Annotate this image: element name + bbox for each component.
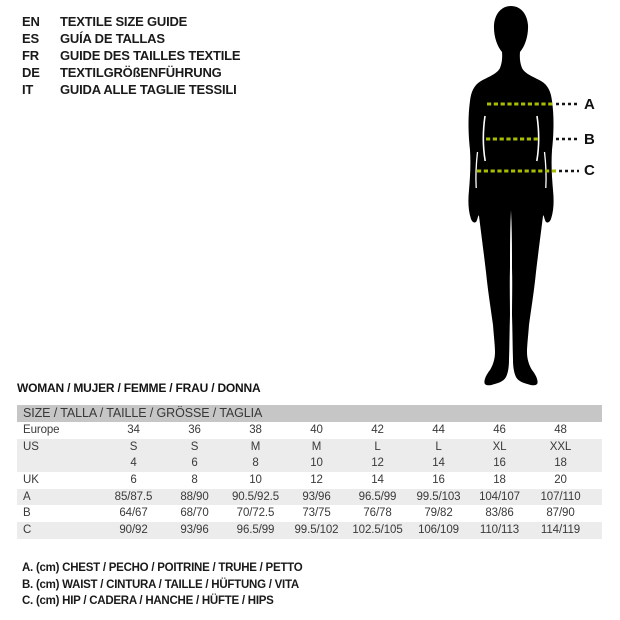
- language-code: IT: [22, 82, 34, 97]
- table-cell: 99.5/102: [294, 524, 339, 537]
- measure-label-b: B: [584, 131, 595, 148]
- table-cell: L: [374, 440, 381, 453]
- guide-title: GUIDE DES TAILLES TEXTILE: [60, 48, 241, 63]
- table-cell: 110/113: [479, 524, 520, 537]
- table-cell: 73/75: [302, 507, 331, 520]
- guide-title: TEXTILE SIZE GUIDE: [60, 14, 188, 29]
- table-cell: 18: [554, 457, 567, 470]
- table-cell: 106/109: [418, 524, 459, 537]
- table-cell: 107/110: [540, 490, 581, 503]
- table-cell: 18: [493, 474, 506, 487]
- language-code: ES: [22, 31, 39, 46]
- table-cell: 90/92: [119, 524, 148, 537]
- section-title: WOMAN / MUJER / FEMME / FRAU / DONNA: [17, 381, 261, 395]
- language-row: [22, 64, 240, 81]
- measure-label-a: A: [584, 96, 595, 113]
- guide-title: GUIDA ALLE TAGLIE TESSILI: [60, 82, 237, 97]
- table-cell: 93/96: [302, 490, 331, 503]
- table-cell: 46: [493, 424, 506, 436]
- table-cell: 36: [188, 424, 201, 436]
- language-code: FR: [22, 48, 39, 63]
- table-row: [17, 439, 602, 456]
- table-cell: 40: [310, 424, 323, 436]
- table-cell: XXL: [549, 440, 572, 453]
- table-cell: 44: [432, 424, 445, 436]
- row-label: A: [23, 490, 31, 503]
- legend-line-hip: C. (cm) HIP / CADERA / HANCHE / HÜFTE / HIPS: [22, 595, 274, 607]
- table-cell: M: [250, 440, 261, 453]
- guide-title: GUÍA DE TALLAS: [60, 31, 165, 46]
- table-cell: 8: [191, 474, 198, 487]
- row-label: C: [23, 524, 32, 537]
- table-cell: 85/87.5: [114, 490, 153, 503]
- table-cell: 20: [554, 474, 567, 487]
- table-row: [17, 455, 602, 472]
- size-table: [17, 405, 602, 539]
- table-cell: 12: [371, 457, 384, 470]
- table-cell: 10: [310, 457, 323, 470]
- table-cell: 104/107: [479, 490, 520, 503]
- row-label: Europe: [23, 424, 60, 436]
- table-cell: M: [311, 440, 322, 453]
- woman-silhouette: [440, 0, 620, 395]
- table-cell: 48: [554, 424, 567, 436]
- language-row: [22, 13, 240, 30]
- table-cell: S: [190, 440, 199, 453]
- table-cell: 102.5/105: [352, 524, 403, 537]
- language-code: DE: [22, 65, 40, 80]
- table-cell: 16: [432, 474, 445, 487]
- table-cell: 42: [371, 424, 384, 436]
- row-label: UK: [23, 474, 39, 487]
- table-cell: 34: [127, 424, 140, 436]
- table-row: [17, 489, 602, 506]
- guide-title: TEXTILGRÖßENFÜHRUNG: [60, 65, 222, 80]
- table-cell: 6: [191, 457, 198, 470]
- table-cell: 4: [130, 457, 137, 470]
- row-label: B: [23, 507, 31, 520]
- size-table-header: SIZE / TALLA / TAILLE / GRÖSSE / TAGLIA: [17, 405, 602, 422]
- legend-line-waist: B. (cm) WAIST / CINTURA / TAILLE / HÜFTUNG / VITA: [22, 578, 299, 591]
- measurement-legend: [22, 560, 302, 610]
- table-cell: 83/86: [485, 507, 514, 520]
- table-cell: XL: [492, 440, 507, 453]
- table-cell: 12: [310, 474, 323, 487]
- table-cell: L: [435, 440, 442, 453]
- table-cell: 99.5/103: [416, 490, 461, 503]
- table-cell: 90.5/92.5: [231, 490, 280, 503]
- table-cell: 114/119: [540, 524, 581, 537]
- table-cell: 16: [493, 457, 506, 470]
- language-row: [22, 47, 240, 64]
- table-cell: 14: [432, 457, 445, 470]
- table-cell: 96.5/99: [236, 524, 275, 537]
- table-cell: S: [129, 440, 138, 453]
- table-cell: 14: [371, 474, 384, 487]
- language-row: [22, 30, 240, 47]
- table-cell: 64/67: [119, 507, 148, 520]
- table-cell: 8: [252, 457, 259, 470]
- table-row: [17, 505, 602, 522]
- row-label: US: [23, 440, 39, 453]
- measure-label-c: C: [584, 162, 595, 179]
- language-row: [22, 81, 240, 98]
- table-row: [17, 422, 602, 439]
- table-cell: 76/78: [363, 507, 392, 520]
- table-cell: 68/70: [180, 507, 209, 520]
- table-cell: 79/82: [424, 507, 453, 520]
- table-cell: 70/72.5: [236, 507, 275, 520]
- table-row: [17, 472, 602, 489]
- table-cell: 38: [249, 424, 262, 436]
- table-cell: 96.5/99: [358, 490, 397, 503]
- language-code: EN: [22, 14, 40, 29]
- table-cell: 88/90: [180, 490, 209, 503]
- table-cell: 87/90: [546, 507, 575, 520]
- table-cell: 6: [130, 474, 137, 487]
- table-cell: 93/96: [180, 524, 209, 537]
- table-cell: 10: [249, 474, 262, 487]
- language-title-block: [22, 13, 240, 98]
- size-table-rows: [17, 422, 602, 539]
- legend-line-chest: A. (cm) CHEST / PECHO / POITRINE / TRUHE / PETTO: [22, 562, 303, 574]
- table-row: [17, 522, 602, 539]
- row-label: [17, 455, 103, 472]
